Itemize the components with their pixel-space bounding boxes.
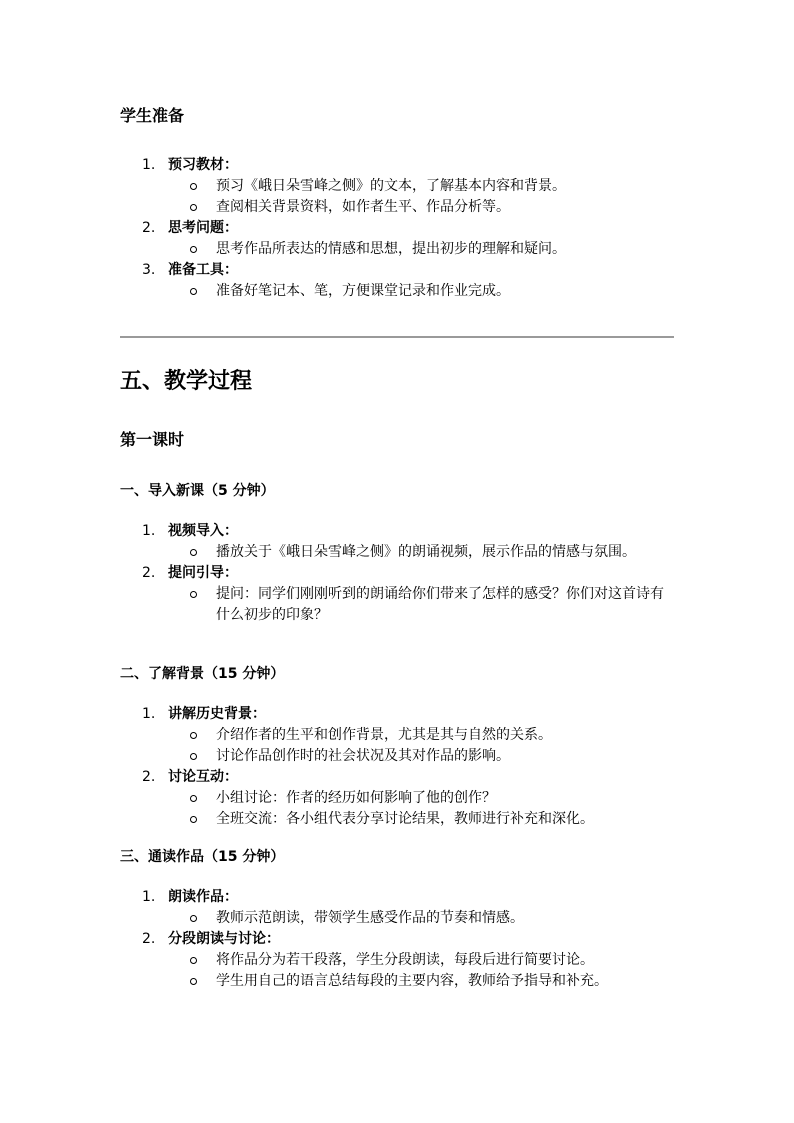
section-heading: 五、教学过程 — [120, 369, 253, 394]
bullet-item: 思考作品所表达的情感和思想，提出初步的理解和疑问。 — [168, 239, 674, 260]
part-two-section — [120, 664, 674, 830]
list-item — [120, 563, 674, 626]
student-prep-section — [120, 106, 674, 302]
bullet-list — [120, 176, 674, 218]
item-title: 提问引导： — [168, 565, 238, 581]
list-item — [120, 767, 674, 830]
part-heading: 二、了解背景（15 分钟） — [120, 666, 285, 682]
bullet-item: 将作品分为若干段落，学生分段朗读，每段后进行简要讨论。 — [168, 950, 674, 971]
bullet-item: 查阅相关背景资料，如作者生平、作品分析等。 — [168, 197, 674, 218]
circle-bullet-icon — [190, 915, 197, 922]
part-list — [120, 521, 674, 626]
list-item — [120, 704, 674, 767]
bullet-list — [120, 239, 674, 260]
item-number: 1. — [142, 157, 156, 173]
part-heading: 三、通读作品（15 分钟） — [120, 849, 285, 865]
circle-bullet-icon — [190, 549, 197, 556]
student-prep-list — [120, 155, 674, 302]
part-three-section — [120, 847, 674, 992]
list-item — [120, 521, 674, 563]
circle-bullet-icon — [190, 591, 197, 598]
bullet-list — [120, 584, 674, 626]
bullet-item: 学生用自己的语言总结每段的主要内容，教师给予指导和补充。 — [168, 971, 674, 992]
item-number: 1. — [142, 889, 156, 905]
list-item — [120, 218, 674, 260]
circle-bullet-icon — [190, 288, 197, 295]
student-prep-heading: 学生准备 — [120, 106, 185, 125]
bullet-item: 准备好笔记本、笔，方便课堂记录和作业完成。 — [168, 281, 674, 302]
item-title: 讲解历史背景： — [168, 706, 266, 722]
circle-bullet-icon — [190, 183, 197, 190]
item-number: 2. — [142, 769, 156, 785]
item-number: 2. — [142, 565, 156, 581]
part-heading: 一、导入新课（5 分钟） — [120, 483, 275, 499]
bullet-item: 播放关于《峨日朵雪峰之侧》的朗诵视频，展示作品的情感与氛围。 — [168, 542, 674, 563]
bullet-list — [120, 725, 674, 767]
horizontal-divider — [120, 336, 674, 338]
bullet-list — [120, 908, 674, 929]
circle-bullet-icon — [190, 816, 197, 823]
circle-bullet-icon — [190, 795, 197, 802]
item-number: 2. — [142, 220, 156, 236]
bullet-item: 小组讨论：作者的经历如何影响了他的创作？ — [168, 788, 674, 809]
item-title: 朗读作品： — [168, 889, 238, 905]
bullet-item: 讨论作品创作时的社会状况及其对作品的影响。 — [168, 746, 674, 767]
part-list — [120, 704, 674, 830]
lesson-heading: 第一课时 — [120, 430, 185, 449]
item-title: 讨论互动： — [168, 769, 238, 785]
list-item — [120, 260, 674, 302]
circle-bullet-icon — [190, 957, 197, 964]
item-title: 分段朗读与讨论： — [168, 931, 280, 947]
bullet-item: 教师示范朗读，带领学生感受作品的节奏和情感。 — [168, 908, 674, 929]
circle-bullet-icon — [190, 732, 197, 739]
item-title: 视频导入： — [168, 523, 238, 539]
circle-bullet-icon — [190, 978, 197, 985]
item-title: 预习教材： — [168, 157, 238, 173]
bullet-list — [120, 281, 674, 302]
circle-bullet-icon — [190, 753, 197, 760]
item-number: 2. — [142, 931, 156, 947]
list-item — [120, 155, 674, 218]
item-number: 1. — [142, 523, 156, 539]
bullet-list — [120, 788, 674, 830]
list-item — [120, 887, 674, 929]
item-number: 3. — [142, 262, 156, 278]
list-item — [120, 929, 674, 992]
item-title: 思考问题： — [168, 220, 238, 236]
bullet-item: 全班交流：各小组代表分享讨论结果，教师进行补充和深化。 — [168, 809, 674, 830]
item-title: 准备工具： — [168, 262, 238, 278]
circle-bullet-icon — [190, 204, 197, 211]
circle-bullet-icon — [190, 246, 197, 253]
item-number: 1. — [142, 706, 156, 722]
bullet-list — [120, 542, 674, 563]
bullet-item: 提问：同学们刚刚听到的朗诵给你们带来了怎样的感受？你们对这首诗有什么初步的印象？ — [168, 584, 674, 626]
part-list — [120, 887, 674, 992]
bullet-item: 介绍作者的生平和创作背景，尤其是其与自然的关系。 — [168, 725, 674, 746]
bullet-list — [120, 950, 674, 992]
part-one-section — [120, 481, 674, 626]
bullet-item: 预习《峨日朵雪峰之侧》的文本，了解基本内容和背景。 — [168, 176, 674, 197]
